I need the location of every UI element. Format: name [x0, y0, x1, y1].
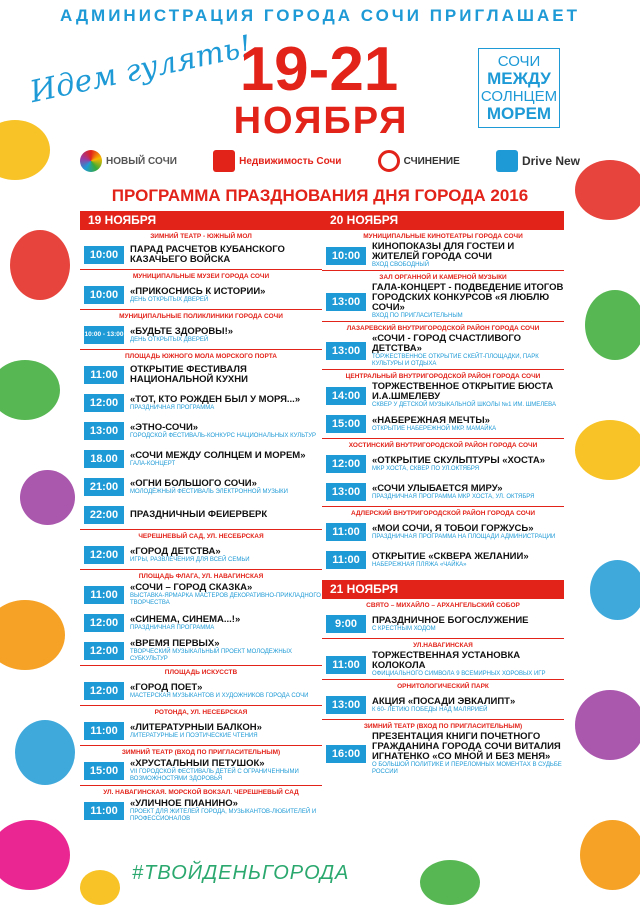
- event-row: [80, 389, 322, 417]
- event-row: [80, 417, 322, 445]
- event-text: [130, 510, 322, 520]
- event-row: [80, 473, 322, 501]
- event-text: [130, 245, 322, 265]
- event-row: [80, 581, 322, 609]
- event-title: «СОЧИ – ГОРОД СКАЗКА»: [130, 583, 253, 593]
- slogan: Идем гулять!: [26, 28, 255, 111]
- event-row: [80, 241, 322, 269]
- event-row: [80, 541, 322, 569]
- event-time: 22:00: [84, 506, 124, 524]
- event-time: 13:00: [326, 696, 366, 714]
- event-title: «ОТКРЫТИЕ СКУЛЬПТУРЫ «ХОСТА»: [372, 455, 546, 466]
- event-title: КИНОПОКАЗЫ ДЛЯ ГОСТЕЙ И ЖИТЕЛЕЙ ГОРОДА СОЧИ: [372, 242, 515, 262]
- venue-label: ПЛОЩАДЬ ФЛАГА, УЛ. НАВАГИНСКАЯ: [80, 569, 322, 581]
- event-row: [322, 691, 564, 719]
- venue-label: ЗАЛ ОРГАННОЙ И КАМЕРНОЙ МУЗЫКИ: [322, 270, 564, 282]
- venue-label: УЛ. НАВАГИНСКАЯ. МОРСКОЙ ВОКЗАЛ. ЧЕРЕШНЕВЫЙ САД: [80, 785, 322, 797]
- venue-label: ПЛОЩАДЬ ЮЖНОГО МОЛА МОРСКОГО ПОРТА: [80, 349, 322, 361]
- event-time: 10:00: [326, 247, 366, 265]
- event-title: ТОРЖЕСТВЕННОЕ ОТКРЫТИЕ БЮСТА И.А.ШМЕЛЕВУ: [372, 382, 554, 402]
- sponsor-sochinenie: СЧИНЕНИЕ: [378, 150, 460, 172]
- event-subtitle: МКР ХОСТА, СКВЕР ПО УЛ.ОКТЯБРЯ: [372, 465, 480, 472]
- event-text: [372, 732, 564, 776]
- event-text: [372, 484, 564, 501]
- event-title: «ХРУСТАЛЬНЫЙ ПЕТУШОК»: [130, 759, 265, 769]
- event-row: [80, 609, 322, 637]
- day-header: 19 НОЯБРЯ: [80, 211, 322, 229]
- event-row: [80, 677, 322, 705]
- event-time: 11:00: [84, 366, 124, 384]
- event-subtitle: С КРЕСТНЫМ ХОДОМ: [372, 625, 436, 632]
- sponsor-novy-sochi: НОВЫЙ СОЧИ: [80, 150, 177, 172]
- event-time: 10:00: [84, 246, 124, 264]
- event-row: [322, 282, 564, 321]
- event-subtitle: ВЫСТАВКА-ЯРМАРКА МАСТЕРОВ ДЕКОРАТИВНО-ПРИКЛАДНОГО ТВОРЧЕСТВА: [130, 593, 321, 606]
- sponsor-logos: [80, 144, 580, 178]
- venue-label: УЛ.НАВАГИНСКАЯ: [322, 638, 564, 650]
- event-time: 13:00: [326, 293, 366, 311]
- venue-label: ЗИМНИЙ ТЕАТР - ЮЖНЫЙ МОЛ: [80, 229, 322, 241]
- event-text: [372, 242, 564, 269]
- event-subtitle: ПРАЗДНИЧНАЯ ПРОГРАММА: [130, 404, 215, 411]
- event-title: «ТОТ, КТО РОЖДЁН БЫЛ У МОРЯ...»: [130, 394, 301, 405]
- event-row: [322, 546, 564, 574]
- event-row: [322, 241, 564, 270]
- event-text: [130, 547, 322, 564]
- event-subtitle: ГОРОДСКОЙ ФЕСТИВАЛЬ-КОНКУРС НАЦИОНАЛЬНЫХ КУЛЬТУР: [130, 432, 317, 439]
- sochi-logo-line: СОЧИ: [497, 53, 541, 70]
- event-dates: 19-21: [239, 35, 399, 104]
- event-subtitle: СКВЕР У ДЕТСКОЙ МУЗЫКАЛЬНОЙ ШКОЛЫ №1 ИМ. ШМЕЛЕВА: [372, 402, 556, 408]
- event-text: [130, 479, 322, 496]
- event-time: 16:00: [326, 745, 366, 763]
- event-text: [372, 524, 564, 541]
- event-title: «ПРИКОСНИСЬ К ИСТОРИИ»: [130, 286, 266, 297]
- venue-label: ЧЕРЕШНЕВЫЙ САД, УЛ. НЕСЕБРСКАЯ: [80, 529, 322, 541]
- event-time: 13:00: [326, 483, 366, 501]
- event-row: [80, 281, 322, 309]
- event-text: [130, 683, 322, 700]
- sochi-logo: [478, 48, 560, 128]
- event-time: 13:00: [326, 342, 366, 360]
- event-time: 15:00: [326, 415, 366, 433]
- event-subtitle: ПРАЗДНИЧНАЯ ПРОГРАММА: [130, 624, 215, 631]
- sponsor-nedvizhimost: Недвижимость Сочи: [213, 150, 341, 172]
- event-text: [372, 616, 564, 633]
- event-subtitle: ПРАЗДНИЧНАЯ ПРОГРАММА НА ПЛОЩАДИ АДМИНИСТРАЦИИ: [372, 533, 556, 540]
- event-subtitle: ВХОД ПО ПРИГЛАСИТЕЛЬНЫМ: [372, 313, 463, 319]
- event-row: [322, 731, 564, 777]
- event-text: [130, 639, 322, 663]
- event-subtitle: ДЕНЬ ОТКРЫТЫХ ДВЕРЕЙ: [130, 336, 209, 343]
- event-text: [130, 799, 322, 823]
- event-text: [130, 723, 322, 740]
- venue-label: АДЛЕРСКИЙ ВНУТРИГОРОДСКОЙ РАЙОН ГОРОДА СОЧИ: [322, 506, 564, 518]
- event-text: [130, 615, 322, 632]
- event-time: 12:00: [84, 642, 124, 660]
- event-text: [130, 365, 322, 385]
- event-time: 11:00: [84, 586, 124, 604]
- event-text: [372, 334, 564, 368]
- event-title: «ГОРОД ДЕТСТВА»: [130, 546, 221, 557]
- event-row: [322, 381, 564, 410]
- event-text: [372, 283, 564, 320]
- event-time: 12:00: [326, 455, 366, 473]
- venue-label: РОТОНДА, УЛ. НЕСЕБРСКАЯ: [80, 705, 322, 717]
- venue-label: МУНИЦИПАЛЬНЫЕ КИНОТЕАТРЫ ГОРОДА СОЧИ: [322, 229, 564, 241]
- event-text: [372, 697, 564, 714]
- event-row: [322, 450, 564, 478]
- day-column-19: [80, 211, 322, 825]
- event-subtitle: ЛИТЕРАТУРНЫЕ И ПОЭТИЧЕСКИЕ ЧТЕНИЯ: [130, 732, 258, 739]
- event-text: [372, 552, 564, 569]
- event-subtitle: О БОЛЬШОЙ ПОЛИТИКЕ И ПЕРЕЛОМНЫХ МОМЕНТАХ В СУДЬБЕ РОССИИ: [372, 762, 562, 775]
- event-subtitle: ТВОРЧЕСКИЙ МУЗЫКАЛЬНЫЙ ПРОЕКТ МОЛОДЕЖНЫХ СУБКУЛЬТУР: [130, 649, 292, 662]
- event-title: «ЭТНО-СОЧИ»: [130, 422, 199, 433]
- venue-label: ПЛОЩАДЬ ИСКУССТВ: [80, 665, 322, 677]
- event-text: [130, 759, 322, 783]
- event-time: 10:00 - 13:00: [84, 326, 124, 344]
- event-subtitle: ГАЛА-КОНЦЕРТ: [130, 460, 176, 467]
- event-title: «УЛИЧНОЕ ПИАНИНО»: [130, 799, 238, 809]
- event-text: [372, 456, 564, 473]
- event-time: 11:00: [326, 656, 366, 674]
- circle-logo-icon: [378, 150, 400, 172]
- event-subtitle: ИГРЫ, РАЗВЛЕЧЕНИЯ ДЛЯ ВСЕЙ СЕМЬИ: [130, 556, 250, 563]
- event-title: ПРАЗДНИЧНОЕ БОГОСЛУЖЕНИЕ: [372, 615, 529, 626]
- event-title: «СОЧИ УЛЫБАЕТСЯ МИРУ»: [372, 483, 503, 494]
- event-title: ОТКРЫТИЕ «СКВЕРА ЖЕЛАНИЙ»: [372, 551, 529, 562]
- day-header: 20 НОЯБРЯ: [322, 211, 564, 229]
- event-subtitle: К 60- ЛЕТИЮ ПОБЕДЫ НАД МАЛЯРИЕЙ: [372, 706, 488, 713]
- event-time: 12:00: [84, 394, 124, 412]
- day-column-20-21: [322, 211, 564, 777]
- event-row: [322, 333, 564, 369]
- venue-label: ЦЕНТРАЛЬНЫЙ ВНУТРИГОРОДСКОЙ РАЙОН ГОРОДА СОЧИ: [322, 369, 564, 381]
- event-row: [322, 610, 564, 638]
- event-subtitle: ОФИЦИАЛЬНОГО СИМВОЛА 9 ВСЕМИРНЫХ ХОРОВЫХ ИГР: [372, 671, 546, 677]
- event-title: «ЛИТЕРАТУРНЫЙ БАЛКОН»: [130, 722, 262, 733]
- event-title: «СИНЕМА, СИНЕМА...!»: [130, 614, 241, 625]
- header-top-line: АДМИНИСТРАЦИЯ ГОРОДА СОЧИ ПРИГЛАШАЕТ: [60, 6, 580, 25]
- venue-label: ЛАЗАРЕВСКИЙ ВНУТРИГОРОДСКОЙ РАЙОН ГОРОДА СОЧИ: [322, 321, 564, 333]
- event-row: [80, 321, 322, 349]
- hashtag: #ТВОЙДЕНЬГОРОДА: [132, 862, 350, 884]
- event-text: [130, 287, 322, 304]
- event-time: 13:00: [84, 422, 124, 440]
- event-time: 10:00: [84, 286, 124, 304]
- event-row: [80, 637, 322, 665]
- event-subtitle: МОЛОДЁЖНЫЙ ФЕСТИВАЛЬ ЭЛЕКТРОННОЙ МУЗЫКИ: [130, 488, 288, 495]
- event-time: 15:00: [84, 762, 124, 780]
- sochi-logo-line: МЕЖДУ: [487, 69, 551, 88]
- event-row: [322, 478, 564, 506]
- sochi-logo-line: СОЛНЦЕМ: [480, 88, 558, 105]
- event-text: [130, 451, 322, 468]
- dn-logo-icon: [496, 150, 518, 172]
- event-time: 9:00: [326, 615, 366, 633]
- venue-label: ЗИМНИЙ ТЕАТР (ВХОД ПО ПРИГЛАСИТЕЛЬНЫМ): [322, 719, 564, 731]
- event-title: ГАЛА-КОНЦЕРТ - ПОДВЕДЕНИЕ ИТОГОВ ГОРОДСКИХ КОНКУРСОВ «Я ЛЮБЛЮ СОЧИ»: [372, 283, 564, 313]
- event-subtitle: ДЕНЬ ОТКРЫТЫХ ДВЕРЕЙ: [130, 296, 209, 303]
- event-row: [80, 501, 322, 529]
- venue-label: ЗИМНИЙ ТЕАТР (ВХОД ПО ПРИГЛАСИТЕЛЬНЫМ): [80, 745, 322, 757]
- event-title: «ОГНИ БОЛЬШОГО СОЧИ»: [130, 478, 257, 489]
- event-row: [80, 717, 322, 745]
- event-row: [80, 757, 322, 785]
- flower-icon: [80, 150, 102, 172]
- event-time: 12:00: [84, 614, 124, 632]
- event-title: АКЦИЯ «ПОСАДИ ЭВКАЛИПТ»: [372, 696, 516, 707]
- event-time: 12:00: [84, 682, 124, 700]
- venue-label: ХОСТИНСКИЙ ВНУТРИГОРОДСКОЙ РАЙОН ГОРОДА СОЧИ: [322, 438, 564, 450]
- event-subtitle: VII ГОРОДСКОЙ ФЕСТИВАЛЬ ДЕТЕЙ С ОГРАНИЧЕННЫМИ ВОЗМОЖНОСТЯМИ ЗДОРОВЬЯ: [130, 769, 299, 782]
- event-title: ОТКРЫТИЕ ФЕСТИВАЛЯ НАЦИОНАЛЬНОЙ КУХНИ: [130, 365, 248, 385]
- event-title: «МОЙ СОЧИ, Я ТОБОЙ ГОРЖУСЬ»: [372, 523, 534, 534]
- event-row: [80, 361, 322, 389]
- venue-label: ОРНИТОЛОГИЧЕСКИЙ ПАРК: [322, 679, 564, 691]
- program-title: ПРОГРАММА ПРАЗДНОВАНИЯ ДНЯ ГОРОДА 2016: [111, 186, 529, 205]
- event-subtitle: НАБЕРЕЖНАЯ ПЛЯЖА «ЧАЙКА»: [372, 561, 467, 568]
- event-time: 21:00: [84, 478, 124, 496]
- event-title: «НАБЕРЕЖНАЯ МЕЧТЫ»: [372, 415, 490, 426]
- event-title: «ГОРОД ПОЕТ»: [130, 682, 203, 693]
- venue-label: МУНИЦИПАЛЬНЫЕ ПОЛИКЛИНИКИ ГОРОДА СОЧИ: [80, 309, 322, 321]
- event-subtitle: ПРОЕКТ ДЛЯ ЖИТЕЛЕЙ ГОРОДА, МУЗЫКАНТОВ-ЛЮБИТЕЛЕЙ И ПРОФЕССИОНАЛОВ: [130, 809, 317, 822]
- event-text: [130, 327, 322, 344]
- day-header: 21 НОЯБРЯ: [322, 580, 564, 598]
- event-time: 11:00: [326, 551, 366, 569]
- building-icon: [213, 150, 235, 172]
- event-row: [322, 650, 564, 679]
- event-text: [130, 583, 322, 607]
- event-subtitle: МАСТЕРСКАЯ МУЗЫКАНТОВ И ХУДОЖНИКОВ ГОРОДА СОЧИ: [130, 692, 309, 699]
- sponsor-drive-new: Drive New: [496, 150, 580, 172]
- event-text: [372, 382, 564, 409]
- event-title: ТОРЖЕСТВЕННАЯ УСТАНОВКА КОЛОКОЛА: [372, 651, 521, 671]
- event-month: НОЯБРЯ: [233, 100, 409, 142]
- event-text: [130, 395, 322, 412]
- event-time: 11:00: [326, 523, 366, 541]
- event-subtitle: ВХОД СВОБОДНЫЙ: [372, 262, 430, 268]
- venue-label: СВЯТО – МИХАЙЛО – АРХАНГЕЛЬСКИЙ СОБОР: [322, 598, 564, 610]
- event-row: [80, 797, 322, 825]
- event-title: ПАРАД РАСЧЕТОВ КУБАНСКОГО КАЗАЧЬЕГО ВОЙСКА: [130, 245, 285, 265]
- event-subtitle: ТОРЖЕСТВЕННОЕ ОТКРЫТИЕ СКЕЙТ-ПЛОЩАДКИ, ПАРК КУЛЬТУРЫ И ОТДЫХА: [372, 354, 539, 367]
- event-text: [372, 416, 564, 433]
- venue-label: МУНИЦИПАЛЬНЫЕ МУЗЕИ ГОРОДА СОЧИ: [80, 269, 322, 281]
- event-title: «ВРЕМЯ ПЕРВЫХ»: [130, 639, 220, 649]
- event-subtitle: ПРАЗДНИЧНАЯ ПРОГРАММА МКР ХОСТА, УЛ. ОКТЯБРЯ: [372, 493, 535, 500]
- event-title: «БУДЬТЕ ЗДОРОВЫ!»: [130, 326, 234, 337]
- event-time: 12:00: [84, 546, 124, 564]
- event-row: [322, 410, 564, 438]
- event-title: ПРЕЗЕНТАЦИЯ КНИГИ ПОЧЕТНОГО ГРАЖДАНИНА ГОРОДА СОЧИ ВИТАЛИЯ ИГНАТЕНКО «СО МНОЙ И БЕЗ МЕНЯ»: [372, 732, 561, 762]
- event-row: [80, 445, 322, 473]
- event-time: 18.00: [84, 450, 124, 468]
- event-title: «СОЧИ МЕЖДУ СОЛНЦЕМ И МОРЕМ»: [130, 450, 306, 461]
- sochi-logo-line: МОРЕМ: [486, 104, 552, 123]
- event-subtitle: ОТКРЫТИЕ НАБЕРЕЖНОЙ МКР. МАМАЙКА: [372, 425, 497, 432]
- event-row: [322, 518, 564, 546]
- event-time: 11:00: [84, 722, 124, 740]
- event-time: 14:00: [326, 387, 366, 405]
- event-text: [372, 651, 564, 678]
- event-title: ПРАЗДНИЧНЫЙ ФЕЙЕРВЕРК: [130, 510, 268, 520]
- event-text: [130, 423, 322, 440]
- event-title: «СОЧИ - ГОРОД СЧАСТЛИВОГО ДЕТСТВА»: [372, 334, 522, 354]
- event-time: 11:00: [84, 802, 124, 820]
